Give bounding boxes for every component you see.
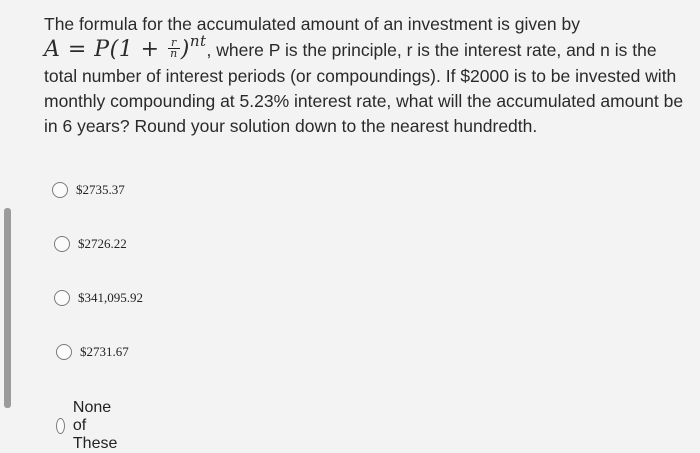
question-text [44, 12, 684, 139]
radio-button[interactable] [56, 418, 65, 434]
answer-label: None of These [72, 399, 118, 452]
answer-option-4[interactable] [56, 344, 129, 360]
answer-option-5[interactable] [56, 399, 124, 453]
radio-button[interactable] [52, 182, 68, 198]
formula-fraction [168, 35, 180, 60]
formula-lhs: A = P(1 + [44, 37, 168, 62]
question-line-3: total number of interest periods (or compoundings). If $2000 is to be invested with [44, 66, 677, 86]
radio-button[interactable] [56, 344, 72, 360]
question-line-2 [44, 32, 684, 64]
question-line-4: monthly compounding at 5.23% interest rate, what will the accumulated amount be [44, 91, 684, 111]
radio-button[interactable] [54, 236, 70, 252]
fraction-numerator: r [168, 38, 180, 49]
formula-close-paren: ) [180, 37, 190, 62]
formula-exponent: nt [189, 32, 207, 50]
question-line-5: in 6 years? Round your solution down to the nearest hundredth. [44, 116, 538, 136]
answer-option-1[interactable] [52, 182, 125, 198]
fraction-denominator: n [170, 46, 178, 60]
answer-option-3[interactable] [54, 290, 143, 306]
answer-label: $2735.37 [76, 182, 125, 197]
question-line-1: The formula for the accumulated amount of an investment is given by [44, 14, 580, 34]
formula [44, 32, 207, 62]
radio-button[interactable] [54, 290, 70, 306]
answer-option-2[interactable] [54, 236, 127, 252]
answer-label: $341,095.92 [78, 290, 143, 305]
scroll-indicator [4, 208, 11, 408]
answer-label: $2731.67 [80, 344, 129, 359]
answer-label: $2726.22 [78, 236, 127, 251]
question-line-2-rest: , where P is the principle, r is the interest rate, and n is the [206, 40, 657, 60]
